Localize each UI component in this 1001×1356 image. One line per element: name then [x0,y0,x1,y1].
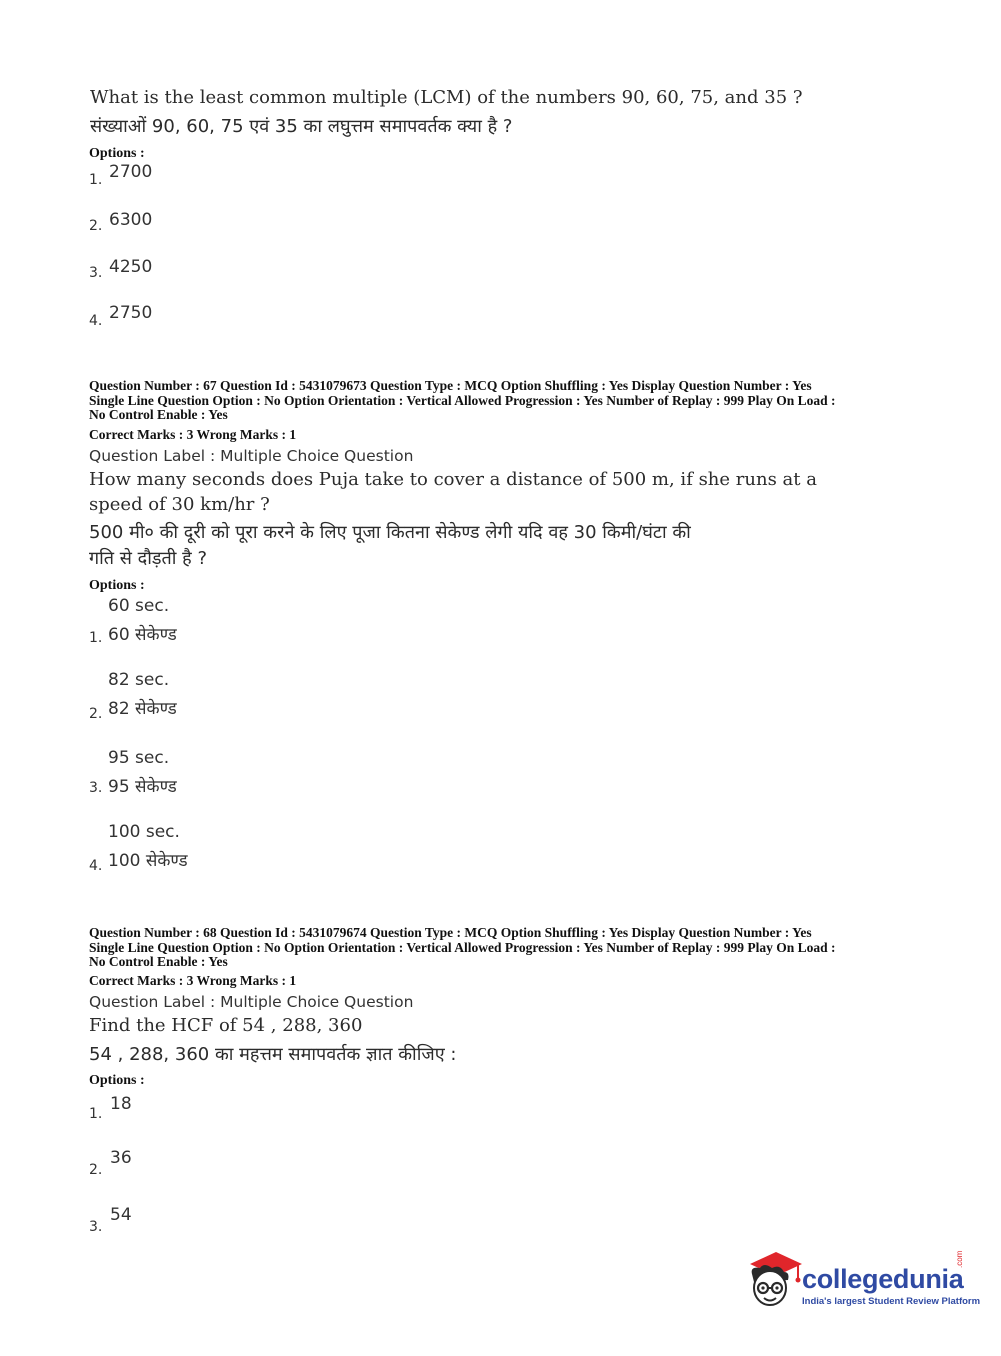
q66-text-hi: संख्याओं 90, 60, 75 एवं 35 का लघुत्तम समापवर्तक क्या है ? [90,116,513,137]
option-value: 6300 [109,210,153,230]
option-value: 2750 [109,303,153,323]
option-value-hi: 100 सेकेण्ड [108,851,188,871]
option-number: 2. [89,1162,103,1178]
q67-options-heading: Options : [89,578,145,593]
option-number: 2. [89,218,103,234]
q67-question-label: Question Label : Multiple Choice Question [89,447,414,465]
option-number: 4. [89,313,103,329]
option-value: 2700 [109,162,153,182]
collegedunia-logo[interactable] [742,1250,981,1320]
q68-meta-line2: Single Line Question Option : No Option Orientation : Vertical Allowed Progression : Yes Number of Replay : 999 Play On Load : [89,939,836,955]
option-value-en: 60 sec. [108,596,170,616]
option-value: 4250 [109,257,153,277]
option-number: 2. [89,706,103,722]
option-number: 1. [89,630,103,646]
option-number: 1. [89,1106,103,1122]
q68-text-hi: 54 , 288, 360 का महत्तम समापवर्तक ज्ञात कीजिए : [89,1044,457,1065]
option-value: 36 [110,1148,132,1168]
q67-option-3 [89,748,289,800]
q67-text-hi-line2: गति से दौड़ती है ? [89,548,207,569]
q68-question-label: Question Label : Multiple Choice Question [89,993,414,1011]
q68-options-heading: Options : [89,1073,145,1088]
mascot-icon [742,1250,804,1316]
option-value-hi: 82 सेकेण्ड [108,699,177,719]
q68-meta-line1: Question Number : 68 Question Id : 5431079674 Question Type : MCQ Option Shuffling : Yes Display Question Number : Yes [89,925,812,940]
logo-suffix: .com [955,1250,964,1268]
q68-marks: Correct Marks : 3 Wrong Marks : 1 [89,973,297,988]
option-value-hi: 60 सेकेण्ड [108,625,177,645]
q68-meta [89,926,836,970]
option-value: 18 [110,1094,132,1114]
option-number: 3. [89,780,103,796]
option-number: 1. [89,172,103,188]
option-number: 3. [89,1219,103,1235]
q67-meta [89,379,836,423]
option-value: 54 [110,1205,132,1225]
q67-text-hi-line1: 500 मी० की दूरी को पूरा करने के लिए पूजा कितना सेकेण्ड लेगी यदि वह 30 किमी/घंटा की [89,522,691,543]
option-value-hi: 95 सेकेण्ड [108,777,177,797]
option-value-en: 95 sec. [108,748,170,768]
q66-options-heading: Options : [89,146,145,161]
q67-option-4 [89,822,289,874]
q67-meta-line3: No Control Enable : Yes [89,407,228,422]
q68-meta-line3: No Control Enable : Yes [89,954,228,969]
q67-text-en-line1: How many seconds does Puja take to cover a distance of 500 m, if she runs at a [89,469,817,490]
q67-text-en-line2: speed of 30 km/hr ? [89,494,270,515]
q67-meta-line1: Question Number : 67 Question Id : 5431079673 Question Type : MCQ Option Shuffling : Yes Display Question Number : Yes [89,378,812,393]
option-number: 4. [89,858,103,874]
q67-marks: Correct Marks : 3 Wrong Marks : 1 [89,427,297,442]
option-number: 3. [89,265,103,281]
q68-text-en: Find the HCF of 54 , 288, 360 [89,1015,363,1036]
logo-tagline: India's largest Student Review Platform [802,1296,981,1307]
option-value-en: 100 sec. [108,822,180,842]
option-value-en: 82 sec. [108,670,170,690]
q67-option-2 [89,670,289,722]
logo-wordmark: collegedunia [802,1264,964,1294]
q66-text-en: What is the least common multiple (LCM) of the numbers 90, 60, 75, and 35 ? [90,87,803,108]
q67-meta-line2: Single Line Question Option : No Option Orientation : Vertical Allowed Progression : Yes Number of Replay : 999 Play On Load : [89,392,836,408]
q67-option-1 [89,596,289,648]
